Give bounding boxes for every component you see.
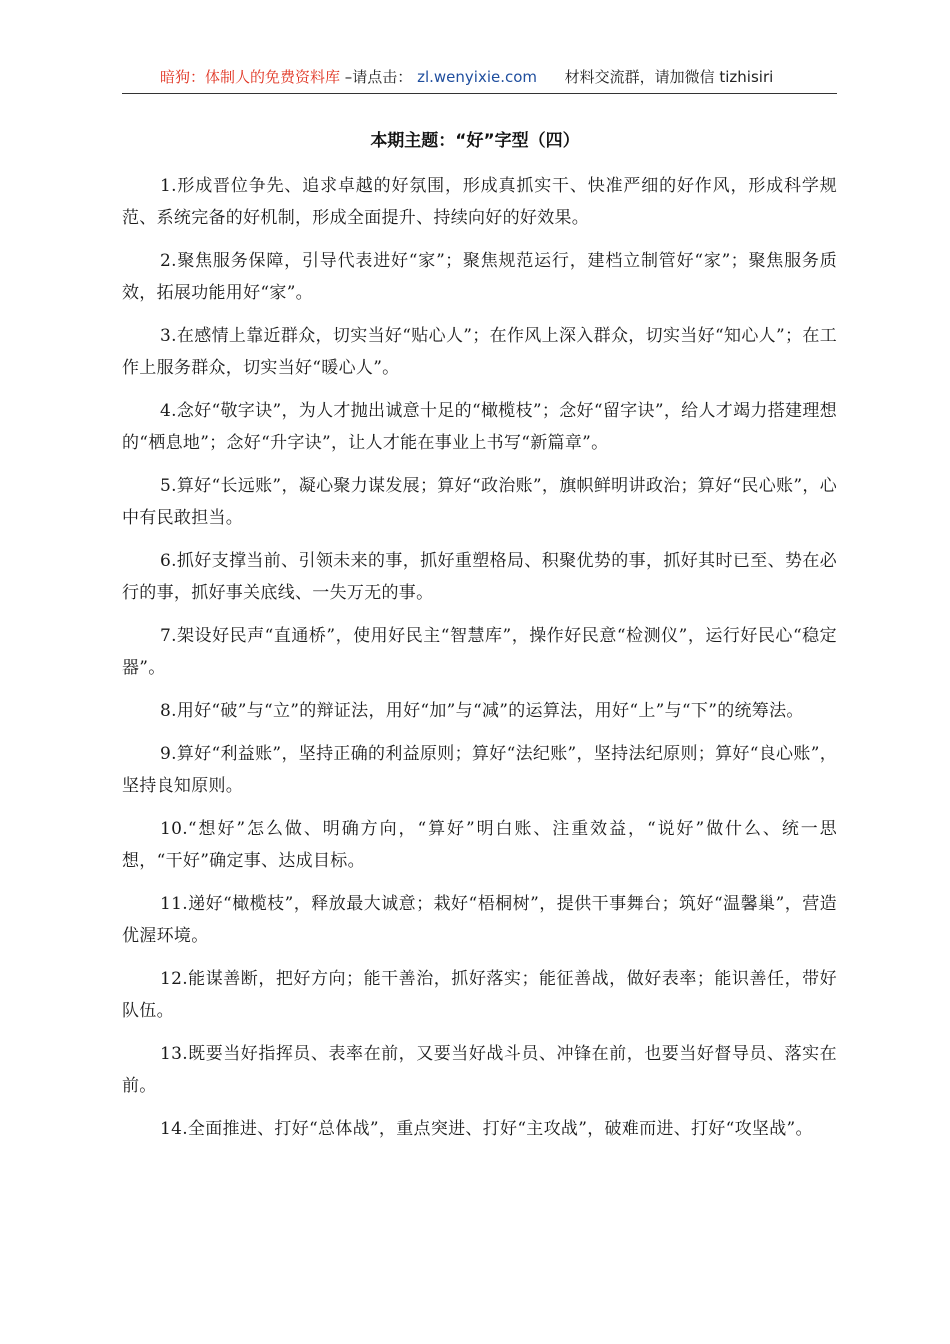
- paragraph-9: 9.算好“利益账”，坚持正确的利益原则；算好“法纪账”，坚持法纪原则；算好“良心账”，坚持良知原则。: [122, 744, 837, 796]
- paragraph-13: 13.既要当好指挥员、表率在前，又要当好战斗员、冲锋在前，也要当好督导员、落实在前。: [122, 1044, 837, 1096]
- header-url-link[interactable]: zl.wenyixie.com: [417, 68, 538, 86]
- paragraph-2: 2.聚焦服务保障，引导代表进好“家”；聚焦规范运行，建档立制管好“家”；聚焦服务质效，拓展功能用好“家”。: [122, 251, 838, 303]
- paragraph-10: 10.“想好”怎么做、明确方向，“算好”明白账、注重效益，“说好”做什么、统一思想，“干好”确定事、达成目标。: [122, 819, 837, 871]
- paragraph-11: 11.递好“橄榄枝”，释放最大诚意；栽好“梧桐树”，提供干事舞台；筑好“温馨巢”，营造优渥环境。: [122, 894, 837, 946]
- paragraph-3: 3.在感情上靠近群众，切实当好“贴心人”；在作风上深入群众，切实当好“知心人”；在工作上服务群众，切实当好“暖心人”。: [122, 326, 837, 378]
- paragraph-7: 7.架设好民声“直通桥”，使用好民主“智慧库”，操作好民意“检测仪”，运行好民心“稳定器”。: [122, 626, 837, 678]
- paragraph-12: 12.能谋善断，把好方向；能干善治，抓好落实；能征善战，做好表率；能识善任，带好队伍。: [122, 969, 837, 1021]
- paragraph-4: 4.念好“敬字诀”，为人才抛出诚意十足的“橄榄枝”；念好“留字诀”，给人才竭力搭建理想的“栖息地”；念好“升字诀”，让人才能在事业上书写“新篇章”。: [122, 401, 837, 453]
- header-click-prompt: –请点击：: [344, 68, 413, 86]
- header-wechat-note: 材料交流群，请加微信 tizhisiri: [564, 68, 774, 86]
- paragraph-1: 1.形成晋位争先、追求卓越的好氛围，形成真抓实干、快准严细的好作风，形成科学规范、系统完备的好机制，形成全面提升、持续向好的好效果。: [122, 176, 837, 228]
- document-body: [122, 170, 837, 1156]
- header-brand: 暗狗：体制人的免费资料库: [160, 68, 341, 86]
- paragraph-8: 8.用好“破”与“立”的辩证法，用好“加”与“减”的运算法，用好“上”与“下”的统筹法。: [160, 701, 804, 721]
- page-header: [122, 66, 837, 94]
- paragraph-5: 5.算好“长远账”，凝心聚力谋发展；算好“政治账”，旗帜鲜明讲政治；算好“民心账”，心中有民敢担当。: [122, 476, 837, 528]
- document-title: 本期主题：“好”字型（四）: [370, 131, 580, 151]
- paragraph-14: 14.全面推进、打好“总体战”，重点突进、打好“主攻战”，破难而进、打好“攻坚战”。: [160, 1119, 813, 1139]
- paragraph-6: 6.抓好支撑当前、引领未来的事，抓好重塑格局、积聚优势的事，抓好其时已至、势在必行的事，抓好事关底线、一失万无的事。: [122, 551, 837, 603]
